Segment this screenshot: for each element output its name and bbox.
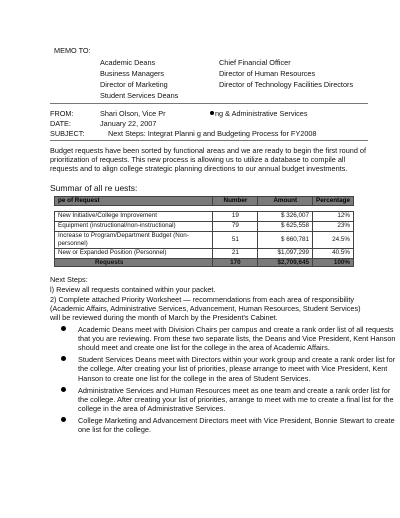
- recipients-right: [219, 57, 353, 90]
- table-row: Equipment (instructional/non-instructional) 79 $ 625,558 23%: [55, 221, 354, 231]
- list-item: College Marketing and Advancement Directors meet with Vice President, Bonnie Stewart to create one list for the college.: [78, 416, 398, 434]
- recipients-left: [100, 57, 178, 101]
- step-one: l) Review all requests contained within your packet.: [50, 285, 216, 294]
- next-steps-heading: Next Steps:: [50, 275, 88, 284]
- step-two: 2) Complete attached Priority Worksheet — recommendations from each area of responsibility (Academic Affairs, Administrative Services, Advancement, Human Resources, Student Services) will be reviewed during the month of March by the President's Cabinet.: [50, 295, 361, 323]
- recipient: Business Managers: [100, 69, 165, 78]
- recipient: Director of Human Resources: [219, 69, 316, 78]
- subject-value: Next Steps: Integrat Planni g and Budgeting Process for FY2008: [108, 129, 317, 138]
- column-header: Percentage: [313, 197, 354, 206]
- table-row: New or Expanded Position (Personnel) 21 $1,097,299 40.5%: [55, 248, 354, 258]
- recipient: Director of Technology Facilities Directors: [219, 80, 354, 89]
- requests-table: [54, 196, 354, 267]
- bullet-icon: [61, 417, 66, 422]
- memo-to-heading: MEMO TO:: [54, 46, 91, 55]
- from-department: ng & Administrative Services: [210, 109, 307, 118]
- from-label: FROM:: [50, 109, 74, 118]
- divider: [50, 140, 368, 141]
- bullet-icon: [210, 111, 214, 115]
- column-header: Number: [213, 197, 258, 206]
- table-row: Increase to Program/Department Budget (Non-personnel) 51 $ 660,781 24.5%: [55, 231, 354, 248]
- divider: [50, 103, 368, 104]
- table-total-row: Requests 170 $2,709,645 100%: [55, 258, 354, 267]
- intro-paragraph: Budget requests have been sorted by functional areas and we are ready to begin the first round of prioritization of requests. This new process is allowing us to utilize a database to compile all requests and to align college strategic planning directions to our annual budget investments.: [50, 146, 366, 174]
- table-header-row: [55, 197, 354, 206]
- summary-title: Summar of all re uests:: [50, 183, 138, 193]
- column-header: pe of Request: [55, 197, 213, 206]
- list-item: Academic Deans meet with Division Chairs per campus and create a rank order list of all requests that you are reviewing. From these two separate lists, the Deans and Vice President, Kent Hanson should meet and create one list for the college in the area of Academic Affairs.: [78, 325, 398, 352]
- list-item: Student Services Deans meet with Directors within your work group and create a rank order list for the college. After creating your list of priorities, please arrange to meet with Vice President, Kent Hanson to create one list for the college in the area of Student Services.: [78, 355, 398, 382]
- column-header: Amount: [258, 197, 313, 206]
- recipient: Director of Marketing: [100, 80, 168, 89]
- from-name: Shari Olson, Vice Pr: [100, 109, 166, 118]
- recipient: Chief Financial Officer: [219, 58, 291, 67]
- subject-label: SUBJECT:: [50, 129, 85, 138]
- table-row: New Initiative/College Improvement 19 $ 326,007 12%: [55, 211, 354, 221]
- bullet-icon: [61, 356, 66, 361]
- date-label: DATE:: [50, 119, 71, 128]
- list-item: Administrative Services and Human Resources meet as one team and create a rank order list for the college. After creating your list of priorities, arrange to meet with me to create a final list for the college in the area of Administrative Services.: [78, 386, 398, 413]
- recipient: Student Services Deans: [100, 91, 179, 100]
- bullet-icon: [61, 326, 66, 331]
- bullet-list: [50, 325, 398, 437]
- recipient: Academic Deans: [100, 58, 156, 67]
- date-value: January 22, 2007: [100, 119, 157, 128]
- bullet-icon: [61, 387, 66, 392]
